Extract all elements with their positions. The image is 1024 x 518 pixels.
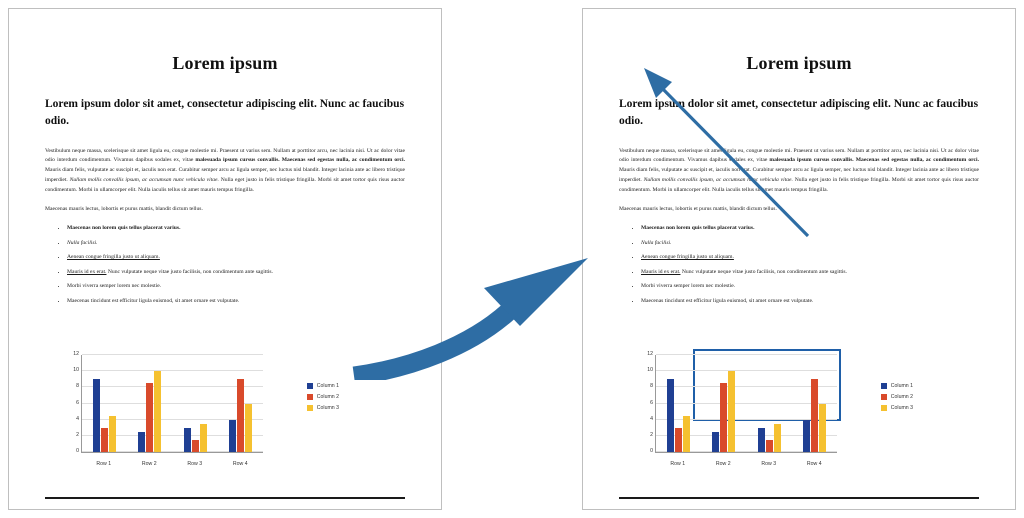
chart-legend-entry — [307, 405, 339, 411]
chart-bar-groups — [656, 355, 837, 452]
chart-bar — [675, 428, 682, 452]
paragraph-1-segment-1: Vestibulum neque massa, scelerisque sit amet ligula eu, congue molestie mi. Praesent ut varius sem. Nullam at porttitor arcu, nec lacinia nisi. Ut ac dolor vitae odio interdum condimentum. Vivamus dapibus sodales ex, vitae — [45, 147, 405, 164]
chart-legend-swatch — [881, 383, 887, 389]
chart-x-labels-right — [655, 461, 837, 467]
chart-bar-group — [184, 355, 207, 452]
paragraph-1-italic-segment: Nullam mollis convallis ipsum, ac accumsan nunc vehicula vitae. — [69, 176, 219, 183]
embedded-bar-chart — [59, 351, 341, 469]
chart-x-tick-label: Row 3 — [761, 461, 777, 467]
list-item-label: Maecenas tincidunt est efficitur ligula euismod, sit amet ornare est vulputate. — [641, 297, 814, 304]
list-item-label-rest: Nunc vulputate neque vitae justo facilisis, non condimentum ante sagittis. — [106, 268, 274, 275]
chart-legend-left — [307, 383, 339, 411]
chart-y-tick-label: 10 — [73, 367, 79, 374]
chart-bar — [109, 416, 116, 452]
chart-legend-entry — [307, 383, 339, 389]
chart-area — [59, 351, 341, 469]
embedded-bar-chart — [633, 351, 915, 469]
paragraph-1-segment-3: Nulla eget justo in felis tristique fringilla. Morbi sit amet tortor quis risus auctor condimentum. Morbi in ullamcorper elit. Nulla iaculis tellus sit amet mauris tempus fringilla. — [619, 176, 979, 193]
chart-y-tick-label: 2 — [650, 431, 653, 438]
list-item-label: Nulla facilisi. — [67, 239, 98, 246]
chart-bar-group — [758, 355, 781, 452]
chart-x-tick-label: Row 3 — [187, 461, 203, 467]
chart-bar — [712, 432, 719, 452]
paragraph-1-segment-2: Mauris diam felis, vulputate ac suscipit et, iaculis non erat. Curabitur semper arcu ac ligula semper, nec luctus nisl blandit. Integer lacinia ante ac libero tristique imperdiet. — [45, 167, 405, 183]
chart-legend-entry — [881, 405, 913, 411]
list-item-label: Maecenas non lorem quis tellus placerat varius. — [67, 225, 181, 232]
chart-bar — [192, 440, 199, 452]
chart-legend-entry — [307, 394, 339, 400]
chart-legend-label: Column 3 — [890, 405, 913, 411]
chart-y-tick-label: 0 — [650, 448, 653, 454]
list-item — [67, 240, 405, 248]
chart-x-tick-label: Row 4 — [806, 461, 822, 467]
chart-y-tick-label: 6 — [76, 399, 79, 406]
chart-bar-group — [667, 355, 690, 452]
chart-bar — [811, 379, 818, 452]
chart-bar — [200, 424, 207, 452]
chart-x-tick-label: Row 1 — [670, 461, 686, 467]
chart-bar — [819, 404, 826, 453]
chart-legend-swatch — [307, 383, 313, 389]
chart-bar — [146, 383, 153, 452]
chart-bar-group — [712, 355, 735, 452]
chart-legend-label: Column 2 — [890, 394, 913, 400]
chart-bar — [245, 404, 252, 453]
list-item-label: Mauris id ex erat. — [67, 268, 107, 275]
chart-legend-swatch — [881, 394, 887, 400]
list-item — [67, 225, 405, 233]
paragraph-1-bold-segment: malesuada ipsum cursus convallis. Maecenas sed egestas nulla, ac condimentum orci. — [769, 157, 979, 164]
chart-bar — [101, 428, 108, 452]
list-item-label-rest: Nunc vulputate neque vitae justo facilisis, non condimentum ante sagittis. — [680, 268, 848, 275]
chart-y-tick-label: 10 — [647, 367, 653, 374]
chart-x-tick-label: Row 4 — [232, 461, 248, 467]
chart-x-tick-label: Row 2 — [141, 461, 157, 467]
straight-arrow-up-left-icon — [632, 60, 812, 240]
list-item-label: Maecenas tincidunt est efficitur ligula euismod, sit amet ornare est vulputate. — [67, 297, 240, 304]
body-paragraph-2: Maecenas mauris lectus, lobortis et purus mattis, blandit dictum tellus. — [619, 206, 777, 213]
chart-bar — [774, 424, 781, 452]
chart-x-tick-label: Row 1 — [96, 461, 112, 467]
list-item-label: Mauris id ex erat. — [641, 268, 681, 275]
chart-bar — [138, 432, 145, 452]
chart-bar-groups — [82, 355, 263, 452]
list-item-label: Maecenas non lorem quis tellus placerat varius. — [641, 225, 755, 232]
list-item — [641, 269, 979, 277]
chart-bar-group — [138, 355, 161, 452]
chart-area — [633, 351, 915, 469]
page-title: Lorem ipsum — [746, 53, 852, 73]
list-item-label: Aenean congue fringilla justo ut aliquam. — [641, 254, 734, 261]
chart-legend-entry — [881, 383, 913, 389]
chart-bar — [728, 371, 735, 452]
chart-legend-right — [881, 383, 913, 411]
chart-bar — [93, 379, 100, 452]
chart-bar — [237, 379, 244, 452]
list-item-label: Morbi viverra semper lorem nec molestie. — [67, 283, 162, 290]
paragraph-1-segment-3: Nulla eget justo in felis tristique fringilla. Morbi sit amet tortor quis risus auctor condimentum. Morbi in ullamcorper elit. Nulla iaculis tellus sit amet mauris tempus fringilla. — [45, 176, 405, 193]
paragraph-1-segment-2: Mauris diam felis, vulputate ac suscipit et, iaculis non erat. Curabitur semper arcu ac ligula semper, nec luctus nisl blandit. Integer lacinia ante ac libero tristique imperdiet. — [619, 167, 979, 183]
chart-bar-group — [93, 355, 116, 452]
chart-plot-area-right — [647, 351, 837, 454]
chart-y-tick-label: 2 — [76, 431, 79, 438]
chart-y-tick-label: 12 — [647, 351, 653, 357]
chart-y-tick-label: 12 — [73, 351, 79, 357]
chart-legend-label: Column 3 — [316, 405, 339, 411]
body-paragraph-2: Maecenas mauris lectus, lobortis et purus mattis, blandit dictum tellus. — [45, 206, 203, 213]
chart-legend-entry — [881, 394, 913, 400]
list-item-label: Nulla facilisi. — [641, 239, 672, 246]
chart-bar — [667, 379, 674, 452]
list-item-label: Morbi viverra semper lorem nec molestie. — [641, 283, 736, 290]
paragraph-1-bold-segment: malesuada ipsum cursus convallis. Maecenas sed egestas nulla, ac condimentum orci. — [195, 157, 405, 164]
page-content-before — [45, 53, 405, 485]
chart-legend-label: Column 1 — [890, 383, 913, 389]
chart-y-tick-label: 0 — [76, 448, 79, 454]
chart-x-labels-left — [81, 461, 263, 467]
chart-x-tick-label: Row 2 — [715, 461, 731, 467]
chart-plot-area-left — [73, 351, 263, 454]
chart-y-tick-label: 8 — [650, 383, 653, 390]
chart-bar — [803, 420, 810, 452]
chart-y-tick-label: 4 — [76, 415, 79, 422]
chart-legend-label: Column 2 — [316, 394, 339, 400]
document-heading: Lorem ipsum dolor sit amet, consectetur adipiscing elit. Nunc ac faucibus odio. — [45, 98, 405, 128]
paragraph-1-segment-1: Vestibulum neque massa, scelerisque sit amet ligula eu, congue molestie mi. Praesent ut varius sem. Nullam at porttitor arcu, nec lacinia nisi. Ut ac dolor vitae odio interdum condimentum. Vivamus dapibus sodales ex, vitae — [619, 147, 979, 164]
list-item — [641, 298, 979, 306]
chart-bar — [720, 383, 727, 452]
chart-bar-group — [803, 355, 826, 452]
bullet-list — [45, 225, 405, 305]
chart-bar — [766, 440, 773, 452]
chart-bar — [758, 428, 765, 452]
chart-bar — [184, 428, 191, 452]
chart-bar — [683, 416, 690, 452]
chart-y-tick-label: 8 — [76, 383, 79, 390]
chart-legend-label: Column 1 — [316, 383, 339, 389]
chart-legend-swatch — [307, 405, 313, 411]
chart-bar — [229, 420, 236, 452]
document-heading: Lorem ipsum dolor sit amet, consectetur adipiscing elit. Nunc ac faucibus odio. — [619, 98, 979, 128]
chart-y-tick-label: 6 — [650, 399, 653, 406]
list-item — [641, 283, 979, 291]
chart-legend-swatch — [307, 394, 313, 400]
page-title: Lorem ipsum — [172, 53, 278, 73]
list-item — [641, 254, 979, 262]
chart-legend-swatch — [881, 405, 887, 411]
body-paragraph-1 — [45, 147, 405, 196]
chart-bar-group — [229, 355, 252, 452]
paragraph-1-italic-segment: Nullam mollis convallis ipsum, ac accumsan nunc vehicula vitae. — [643, 176, 793, 183]
chart-bar — [154, 371, 161, 452]
list-item — [641, 240, 979, 248]
curved-arrow-right-icon — [352, 250, 596, 380]
chart-y-tick-label: 4 — [650, 415, 653, 422]
list-item-label: Aenean congue fringilla justo ut aliquam. — [67, 254, 160, 261]
